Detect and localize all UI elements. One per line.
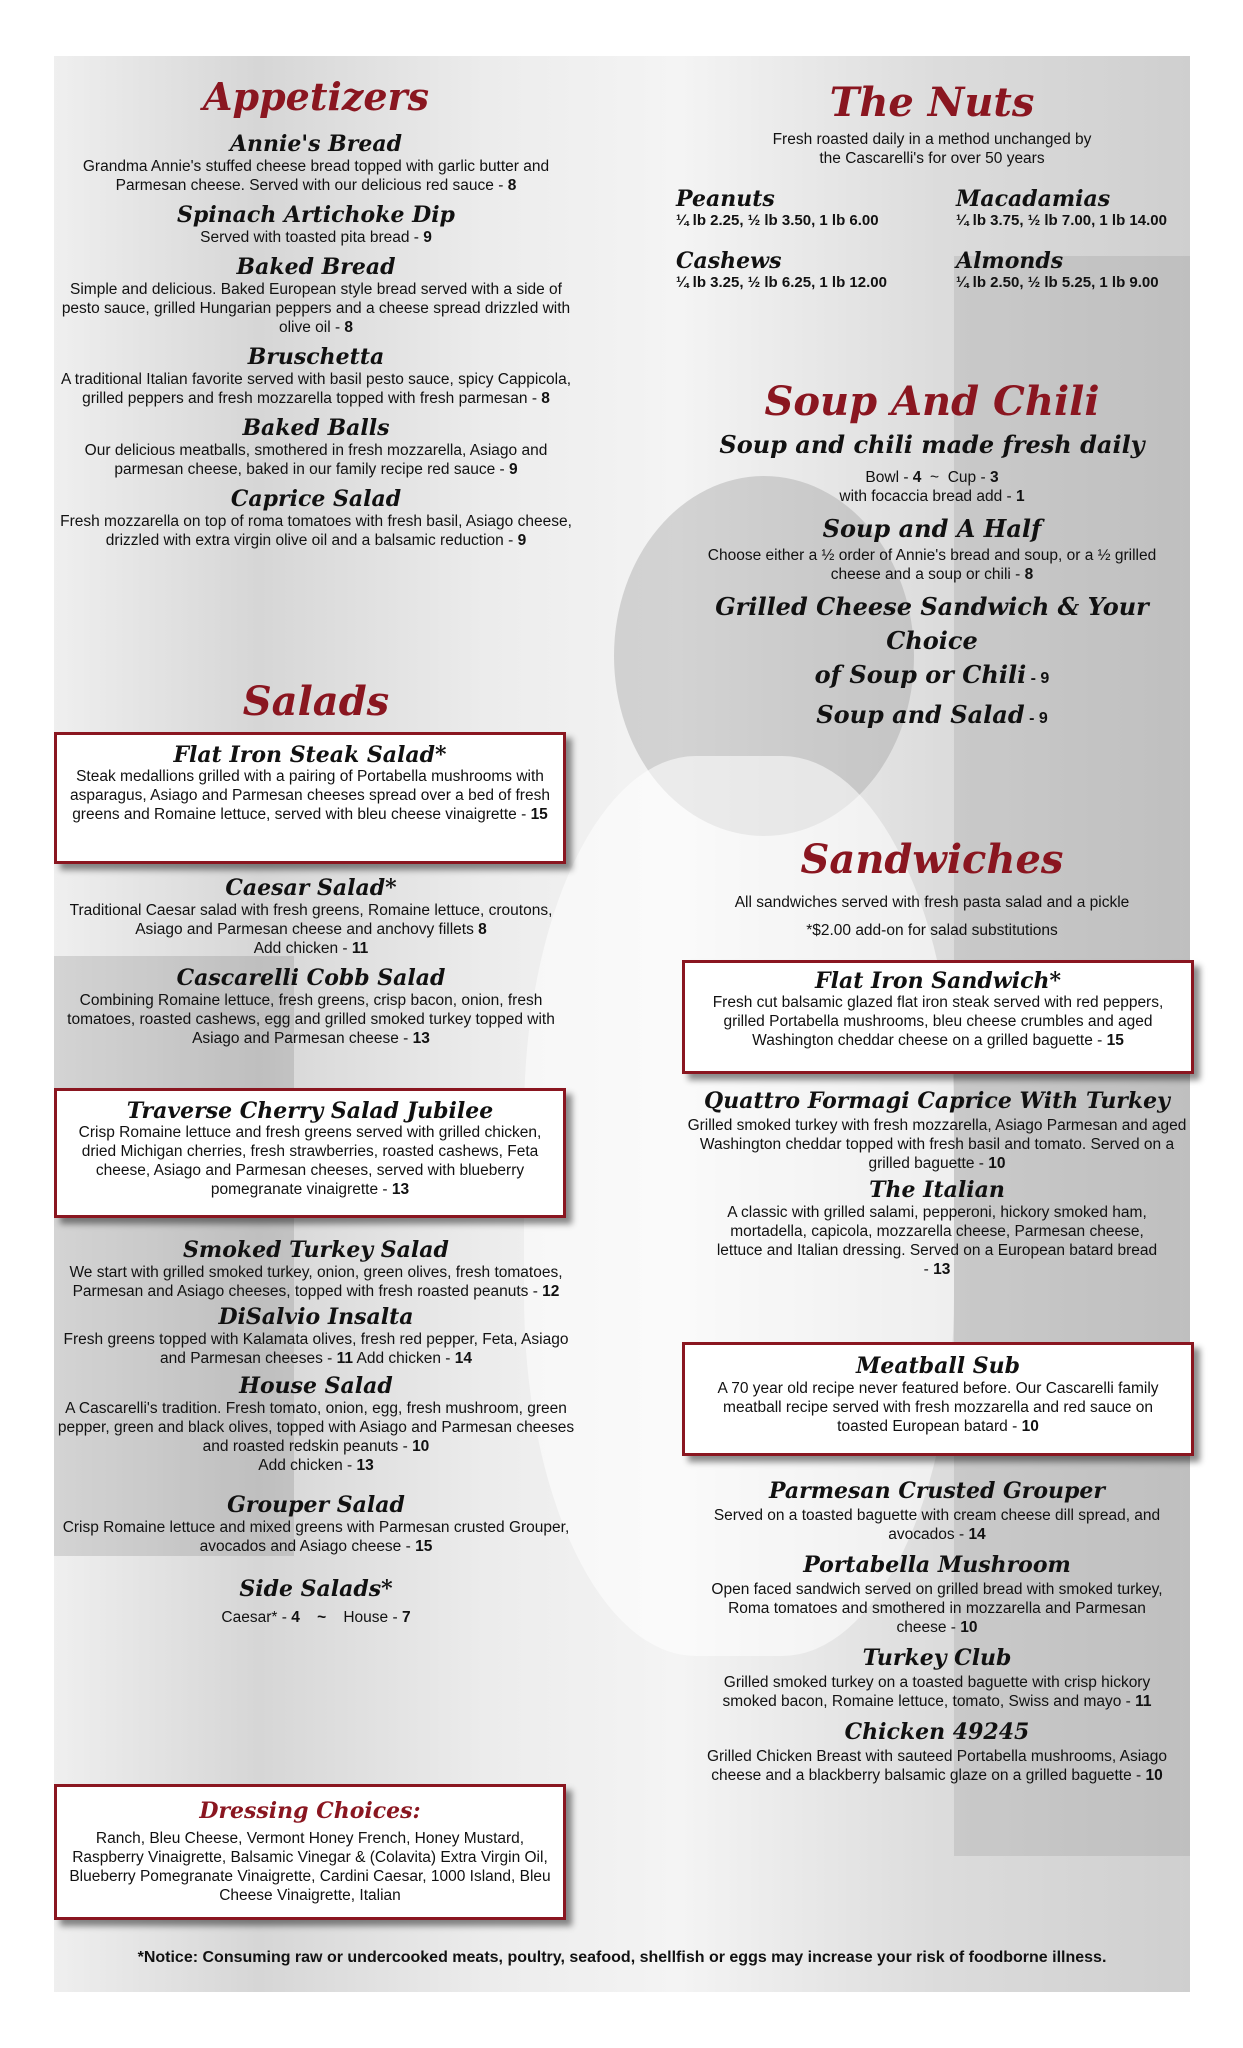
salad-desc: Steak medallions grilled with a pairing of Portabella mushrooms with asparagus, Asiago and Parmesan cheeses spread over a bed of fresh greens and Romaine lettuce, served with bleu cheese vinaigrette - bbox=[70, 768, 550, 823]
salad-desc: Crisp Romaine lettuce and fresh greens served with grilled chicken, dried Michigan cherries, fresh strawberries, roasted cashews, Feta cheese, Asiago and Parmesan cheeses, served with blueberry pomegranate vinaigrette - bbox=[78, 1124, 542, 1198]
item-name: Grouper Salad bbox=[227, 1492, 405, 1518]
item-name: Parmesan Crusted Grouper bbox=[768, 1478, 1106, 1504]
salads-list-2 bbox=[56, 1238, 576, 1627]
salad-price: 15 bbox=[530, 806, 548, 823]
item-desc bbox=[686, 1580, 1188, 1637]
bowl-price: 4 bbox=[912, 469, 922, 486]
nut-price: ¼ lb 2.50, ½ lb 5.25, 1 lb 9.00 bbox=[956, 274, 1159, 291]
nuts-subtitle: Fresh roasted daily in a method unchanged by the Cascarelli's for over 50 years bbox=[772, 131, 1092, 167]
salad-item bbox=[56, 1238, 576, 1301]
sandwich-item bbox=[686, 1643, 1188, 1711]
salad-extra-price: 11 bbox=[351, 940, 369, 957]
soup-half-title: Soup and A Half bbox=[822, 514, 1042, 543]
side-house-price: 7 bbox=[401, 1609, 411, 1626]
sandwich-desc: A 70 year old recipe never featured before. Our Cascarelli family meatball recipe served with fresh mozzarella and red sauce on toasted European batard - bbox=[717, 1380, 1159, 1435]
appetizer-desc: A traditional Italian favorite served with basil pesto sauce, spicy Cappicola, grilled peppers and fresh mozzarella topped with fresh parmesan - bbox=[60, 371, 572, 407]
salad-item bbox=[66, 966, 556, 1048]
nut-item bbox=[956, 186, 1196, 230]
item-name: Cascarelli Cobb Salad bbox=[176, 965, 446, 991]
salad-desc: A Cascarelli's tradition. Fresh tomato, onion, egg, fresh mushroom, green pepper, green and black olives, topped with Asiago and Parmesan cheeses and roasted redskin peanuts - bbox=[57, 1400, 575, 1455]
item-name: Meatball Sub bbox=[855, 1353, 1021, 1379]
salad-extra-price: 13 bbox=[356, 1457, 374, 1474]
appetizer-item bbox=[56, 416, 576, 479]
item-name: Portabella Mushroom bbox=[803, 1552, 1071, 1578]
item-name: Turkey Club bbox=[862, 1645, 1012, 1671]
soup-sep: ~ bbox=[930, 469, 940, 486]
salad-price: 8 bbox=[478, 921, 487, 938]
soup-salad-title bbox=[672, 696, 1192, 738]
nuts-title: The Nuts bbox=[829, 79, 1035, 126]
appetizers-title: Appetizers bbox=[203, 74, 429, 119]
sandwich-price: 11 bbox=[1135, 1693, 1152, 1710]
item-name: DiSalvio Insalta bbox=[218, 1304, 414, 1330]
sandwiches-note2: *$2.00 add-on for salad substitutions bbox=[806, 922, 1058, 939]
salad-desc: Crisp Romaine lettuce and mixed greens with Parmesan crusted Grouper, avocados and Asiago cheese - bbox=[62, 1519, 570, 1555]
meatball-sub-box bbox=[682, 1342, 1194, 1456]
sandwich-price: 15 bbox=[1106, 1032, 1124, 1049]
nut-price: ¼ lb 2.25, ½ lb 3.50, 1 lb 6.00 bbox=[676, 212, 879, 229]
appetizer-item bbox=[56, 132, 576, 195]
appetizer-desc: Simple and delicious. Baked European style bread served with a side of pesto sauce, grilled Hungarian peppers and a cheese spread drizzled with olive oil - bbox=[61, 281, 571, 336]
cup-label: Cup - bbox=[947, 469, 990, 486]
appetizer-desc: Served with toasted pita bread - bbox=[200, 229, 424, 246]
salad-item bbox=[56, 1493, 576, 1556]
salad-extra-price: 14 bbox=[454, 1350, 472, 1367]
item-desc bbox=[695, 993, 1181, 1050]
side-caesar-label: Caesar* - bbox=[221, 1609, 292, 1626]
item-name: House Salad bbox=[239, 1373, 393, 1399]
salad-desc: Fresh greens topped with Kalamata olives, fresh red pepper, Feta, Asiago and Parmesan cheeses - bbox=[63, 1331, 569, 1367]
appetizer-price: 9 bbox=[517, 532, 527, 549]
item-desc bbox=[56, 441, 576, 479]
salads-title: Salads bbox=[242, 678, 390, 725]
salad-desc: Combining Romaine lettuce, fresh greens, crisp bacon, onion, fresh tomatoes, roasted cashews, egg and grilled smoked turkey topped with Asiago and Parmesan cheese - bbox=[67, 992, 555, 1047]
appetizer-price: 8 bbox=[507, 177, 517, 194]
soup-half-desc bbox=[672, 546, 1192, 584]
foodborne-notice: *Notice: Consuming raw or undercooked meats, poultry, seafood, shellfish or eggs may increase your risk of foodborne illness. bbox=[137, 1949, 1107, 1966]
nut-price: ¼ lb 3.25, ½ lb 6.25, 1 lb 12.00 bbox=[676, 274, 887, 291]
nut-name: Almonds bbox=[956, 248, 1064, 274]
nut-item bbox=[956, 248, 1196, 292]
bowl-label: Bowl - bbox=[865, 469, 913, 486]
nuts-section bbox=[672, 76, 1192, 168]
item-desc bbox=[67, 1123, 553, 1199]
item-desc bbox=[67, 767, 553, 824]
nut-name: Cashews bbox=[676, 248, 782, 274]
item-name: Flat Iron Steak Salad* bbox=[173, 742, 447, 768]
dressing-title: Dressing Choices: bbox=[199, 1798, 421, 1824]
cup-price: 3 bbox=[989, 469, 999, 486]
salad-price: 10 bbox=[412, 1438, 430, 1455]
item-desc bbox=[686, 1747, 1188, 1785]
item-desc bbox=[56, 1608, 576, 1627]
appetizers-section bbox=[56, 70, 576, 550]
sandwich-item bbox=[686, 1550, 1188, 1637]
item-name: Baked Bread bbox=[236, 254, 396, 280]
appetizer-price: 8 bbox=[541, 390, 550, 407]
item-desc bbox=[686, 1673, 1188, 1711]
sandwiches-title: Sandwiches bbox=[800, 836, 1064, 883]
soup-salad-name: Soup and Salad bbox=[816, 700, 1025, 729]
salad-price: 15 bbox=[415, 1538, 433, 1555]
sandwich-desc: Fresh cut balsamic glazed flat iron steak served with red peppers, grilled Portabella mushrooms, bleu cheese crumbles and aged Washington cheddar cheese on a grilled baguette - bbox=[712, 994, 1164, 1049]
appetizer-price: 8 bbox=[344, 319, 354, 336]
traverse-cherry-salad-box bbox=[54, 1088, 566, 1218]
item-name: Smoked Turkey Salad bbox=[183, 1237, 449, 1263]
sandwich-item bbox=[686, 1177, 1188, 1279]
sandwich-price: 10 bbox=[1145, 1767, 1163, 1784]
nut-price: ¼ lb 3.75, ½ lb 7.00, 1 lb 14.00 bbox=[956, 212, 1167, 229]
item-name: Chicken 49245 bbox=[844, 1719, 1030, 1745]
sandwiches-note1: All sandwiches served with fresh pasta salad and a pickle bbox=[734, 894, 1130, 911]
soup-bowl-line bbox=[672, 468, 1192, 487]
flat-iron-steak-salad-box bbox=[54, 732, 566, 864]
salad-item bbox=[56, 1374, 576, 1475]
item-desc bbox=[56, 370, 576, 408]
sandwich-item bbox=[686, 1717, 1188, 1785]
sandwich-item bbox=[686, 1476, 1188, 1544]
item-name: Side Salads* bbox=[239, 1576, 393, 1602]
item-name: Bruschetta bbox=[247, 344, 385, 370]
salad-desc: Traditional Caesar salad with fresh greens, Romaine lettuce, croutons, Asiago and Parmesan cheese and anchovy fillets bbox=[69, 902, 553, 938]
salad-item bbox=[66, 876, 556, 958]
soup-section bbox=[672, 376, 1192, 738]
salad-price: 13 bbox=[391, 1181, 410, 1198]
grilled-cheese-title bbox=[672, 590, 1192, 696]
salad-price: 12 bbox=[542, 1283, 560, 1300]
salad-extra: Add chicken - bbox=[353, 1350, 455, 1367]
item-desc bbox=[686, 1116, 1188, 1173]
appetizer-item bbox=[56, 487, 576, 550]
item-name: Annie's Bread bbox=[229, 131, 402, 157]
soup-fresh: Soup and chili made fresh daily bbox=[719, 430, 1145, 459]
item-desc bbox=[56, 1518, 576, 1556]
salad-item bbox=[56, 1305, 576, 1368]
appetizer-item bbox=[56, 255, 576, 337]
sandwich-item bbox=[686, 1086, 1188, 1173]
nut-name: Peanuts bbox=[676, 186, 775, 212]
item-name: Caprice Salad bbox=[230, 486, 402, 512]
nut-item bbox=[676, 248, 946, 292]
salad-extra: Add chicken - bbox=[253, 940, 352, 957]
sandwich-desc: Grilled smoked turkey on a toasted baguette with crisp hickory smoked bacon, Romaine lettuce, tomato, Swiss and mayo - bbox=[722, 1674, 1151, 1710]
side-caesar-price: 4 bbox=[291, 1609, 300, 1626]
item-name: Spinach Artichoke Dip bbox=[177, 202, 455, 228]
sandwich-desc: Grilled smoked turkey with fresh mozzarella, Asiago Parmesan and aged Washington cheddar topped with fresh basil and tomato. Served on a grilled baguette - bbox=[687, 1117, 1187, 1172]
appetizer-price: 9 bbox=[423, 229, 432, 246]
nut-name: Macadamias bbox=[956, 186, 1111, 212]
sandwiches-list-1 bbox=[686, 1086, 1188, 1279]
item-name: Traverse Cherry Salad Jubilee bbox=[126, 1098, 494, 1124]
dressing-choices-box bbox=[54, 1784, 566, 1920]
item-desc bbox=[56, 157, 576, 195]
salad-price: 11 bbox=[336, 1350, 354, 1367]
nut-item bbox=[676, 186, 946, 230]
sandwich-desc: Grilled Chicken Breast with sauteed Portabella mushrooms, Asiago cheese and a blackberry balsamic glaze on a grilled baguette - bbox=[706, 1748, 1168, 1784]
item-desc bbox=[56, 228, 576, 247]
sandwich-desc: Open faced sandwich served on grilled bread with smoked turkey, Roma tomatoes and smothered in mozzarella and Parmesan cheese - bbox=[711, 1581, 1163, 1636]
item-desc bbox=[56, 1399, 576, 1475]
salad-desc: We start with grilled smoked turkey, onion, green olives, fresh tomatoes, Parmesan and Asiago cheeses, topped with fresh roasted peanuts - bbox=[69, 1264, 563, 1300]
sandwiches-header bbox=[672, 834, 1192, 942]
side-salads bbox=[56, 1576, 576, 1627]
sandwich-price: 10 bbox=[960, 1619, 978, 1636]
sandwich-price: 13 bbox=[933, 1261, 951, 1278]
appetizer-item bbox=[56, 345, 576, 408]
item-desc bbox=[56, 1330, 576, 1368]
side-house-label: House - bbox=[343, 1609, 402, 1626]
item-desc bbox=[56, 512, 576, 550]
soup-salad-price: - 9 bbox=[1024, 710, 1048, 727]
grilled-line1: Grilled Cheese Sandwich & Your Choice bbox=[715, 592, 1149, 655]
sandwich-desc: A classic with grilled salami, pepperoni, hickory smoked ham, mortadella, capicola, mozzarella cheese, Parmesan cheese, lettuce and Italian dressing. Served on a European batard bread - bbox=[716, 1204, 1158, 1278]
half-price: 8 bbox=[1024, 566, 1034, 583]
item-desc bbox=[56, 1263, 576, 1301]
item-name: Quattro Formagi Caprice With Turkey bbox=[704, 1088, 1170, 1114]
sandwich-price: 10 bbox=[1021, 1418, 1039, 1435]
appetizer-desc: Grandma Annie's stuffed cheese bread topped with garlic butter and Parmesan cheese. Served with our delicious red sauce - bbox=[82, 158, 550, 194]
half-desc: Choose either a ½ order of Annie's bread and soup, or a ½ grilled cheese and a soup or chili - bbox=[707, 547, 1157, 583]
salad-price: 13 bbox=[412, 1030, 430, 1047]
item-name: Caesar Salad* bbox=[225, 875, 397, 901]
item-name: Baked Balls bbox=[242, 415, 390, 441]
salad-extra: Add chicken - bbox=[258, 1457, 357, 1474]
item-desc bbox=[699, 1379, 1177, 1436]
appetizer-desc: Our delicious meatballs, smothered in fresh mozzarella, Asiago and parmesan cheese, baked in our family recipe red sauce - bbox=[84, 442, 548, 478]
item-name: The Italian bbox=[869, 1177, 1005, 1203]
sandwiches-list-2 bbox=[686, 1476, 1188, 1785]
soup-title: Soup And Chili bbox=[764, 378, 1100, 425]
item-desc bbox=[56, 280, 576, 337]
appetizer-item bbox=[56, 203, 576, 247]
appetizer-price: 9 bbox=[508, 461, 518, 478]
sandwich-desc: Served on a toasted baguette with cream cheese dill spread, and avocados - bbox=[713, 1507, 1161, 1543]
focaccia-label: with focaccia bread add - bbox=[839, 488, 1016, 505]
appetizer-desc: Fresh mozzarella on top of roma tomatoes with fresh basil, Asiago cheese, drizzled with extra virgin olive oil and a balsamic reduction - bbox=[60, 513, 572, 549]
item-desc bbox=[686, 1506, 1188, 1544]
dressing-text: Ranch, Bleu Cheese, Vermont Honey French, Honey Mustard, Raspberry Vinaigrette, Balsamic Vinegar & (Colavita) Extra Virgin Oil, Blueberry Pomegranate Vinaigrette, Cardini Caesar, 1000 Island, Bleu Cheese Vinaigrette, Italian bbox=[69, 1830, 551, 1904]
focaccia-price: 1 bbox=[1016, 488, 1025, 505]
side-sep: ~ bbox=[317, 1609, 327, 1626]
item-name: Flat Iron Sandwich* bbox=[815, 968, 1061, 994]
salads-list-1 bbox=[66, 876, 556, 1048]
sandwich-price: 10 bbox=[988, 1155, 1006, 1172]
item-desc bbox=[66, 901, 556, 958]
sandwich-price: 14 bbox=[968, 1526, 986, 1543]
grilled-line2: of Soup or Chili bbox=[814, 660, 1027, 689]
item-desc bbox=[686, 1203, 1188, 1279]
grilled-price: - 9 bbox=[1026, 670, 1050, 687]
flat-iron-sandwich-box bbox=[682, 960, 1194, 1074]
item-desc bbox=[66, 991, 556, 1048]
soup-focaccia-line bbox=[672, 487, 1192, 506]
